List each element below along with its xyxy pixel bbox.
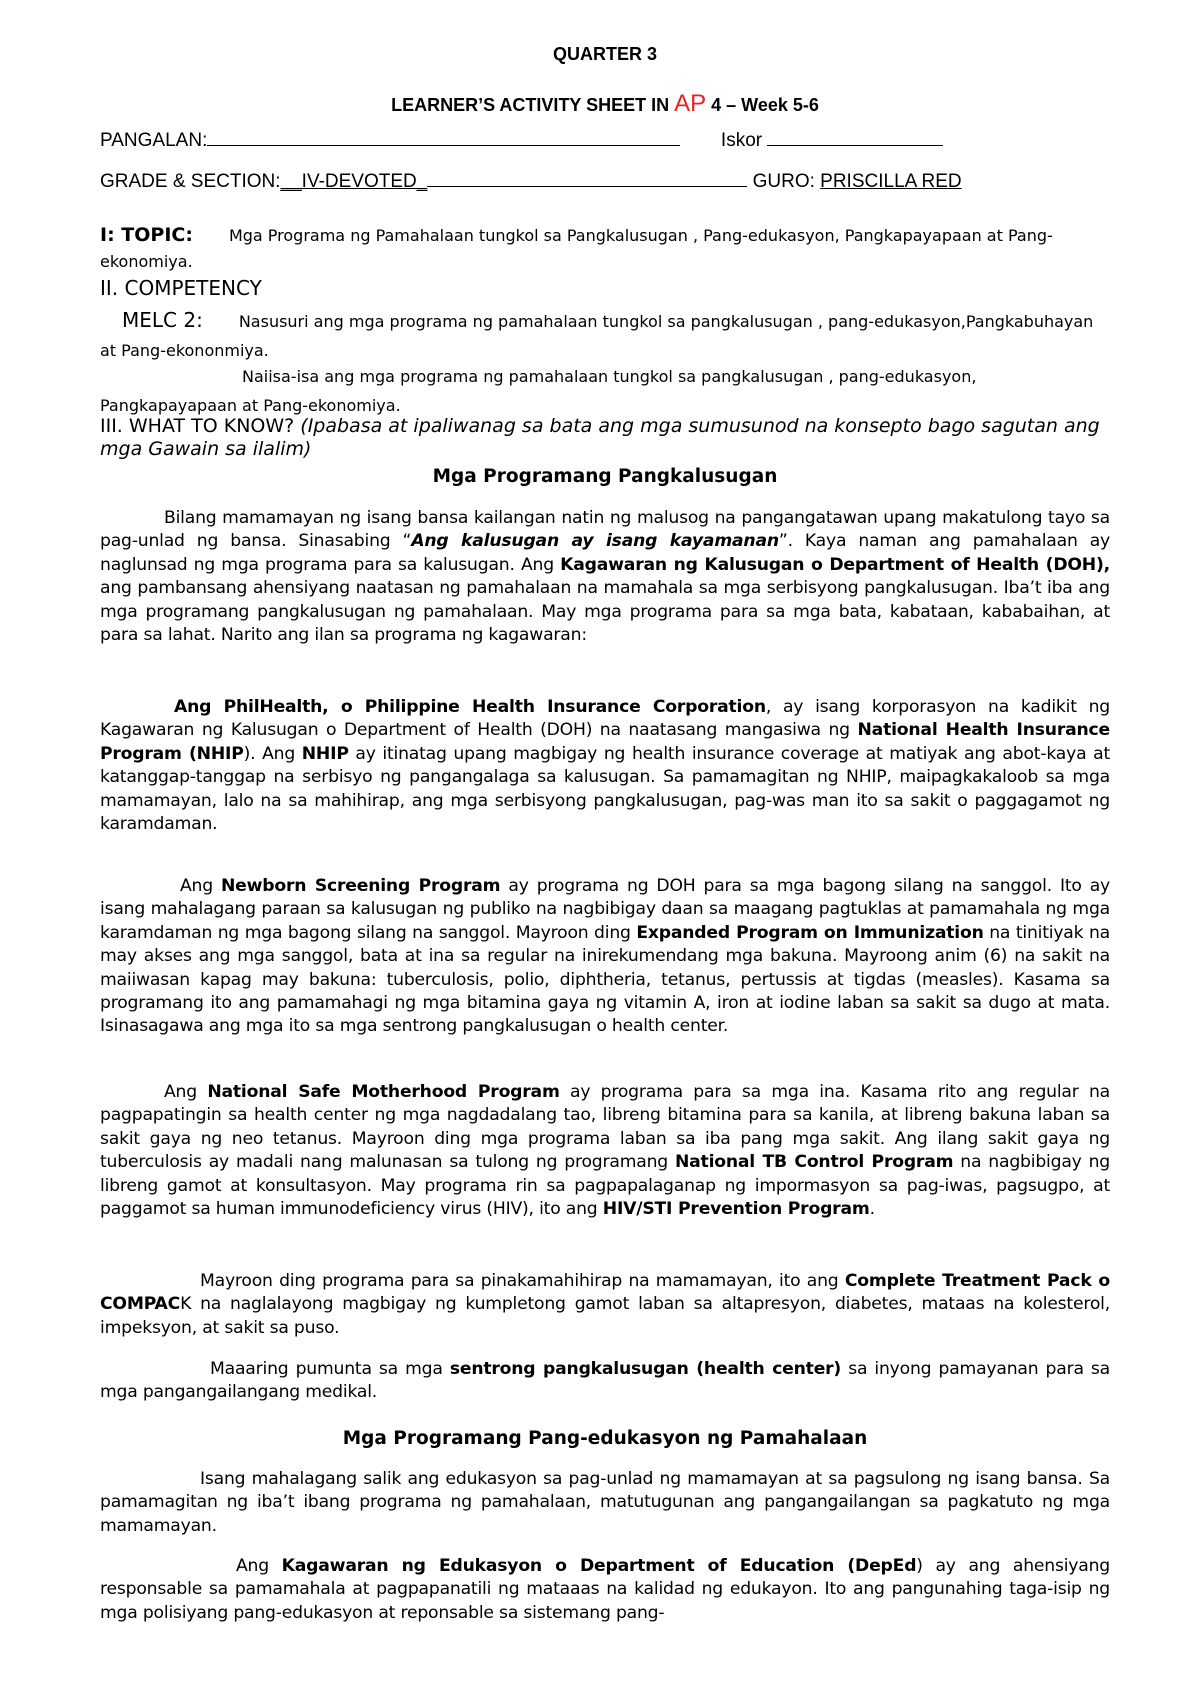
grade-line[interactable] [427, 168, 747, 187]
text-run: . [869, 1199, 875, 1220]
health-paragraph-6 [100, 1358, 1110, 1405]
grade-value: __IV-DEVOTED_ [280, 171, 428, 192]
text-run: Ang [236, 1556, 282, 1576]
title-suffix: 4 – Week 5-6 [706, 95, 819, 115]
name-line[interactable] [207, 127, 680, 146]
text-run: ang pambansang ahensiyang naatasan ng pamahalaan na mamahala sa mga serbisyong pangkalusugan. Iba’t iba ang mga programang pangkalusugan ng pamahalaan. May mga programa para sa mga bata, kabataan, kababaihan, at para sa lahat. Narito ang ilan sa programa ng kagawaran: [100, 578, 1110, 646]
text-run: Maaaring pumunta sa mga [210, 1359, 450, 1379]
title-subject: AP [674, 90, 707, 117]
text-run: ) ay ang ahensiyang responsable sa pamamahala at pagpapanatili ng mataaas na kalidad ng edukayon. Ito ang pangunahing taga-isip ng mga polisiyang pang-edukasyon at reponsable sa sistemang pang- [100, 1556, 1110, 1623]
text-run-bold: Ang PhilHealth, o Philippine Health Insurance Corporation [174, 697, 766, 717]
melc-label: MELC 2: [122, 308, 203, 332]
text-run: na nagbibigay ng libreng gamot at konsultasyon. May programa rin sa pagpapalaganap ng impormasyon sa pag-iwas, pagsugpo, at paggamot sa human immunodeficiency virus (HIV), ito ang [100, 1152, 1111, 1220]
what-to-know-section [100, 415, 1110, 461]
text-run: sa inyong pamayanan para sa mga pangangailangang medikal. [100, 1359, 1110, 1403]
melc-text-1: Nasusuri ang mga programa ng pamahalaan tungkol sa pangkalusugan , pang-edukasyon,Pangkabuhayan at Pang-ekononmiya. [100, 312, 1094, 360]
text-run-bold: sentrong pangkalusugan (health center) [449, 1359, 842, 1379]
text-run: ”. Kaya naman ang pamahalaan ay naglunsad ng mga programa para sa kalusugan. Ang [100, 531, 1110, 575]
text-run-bold: Kagawaran ng Edukasyon o Department of Education (DepEd [281, 1556, 917, 1576]
health-paragraph-2 [100, 696, 1110, 836]
text-run-bold: National TB Control Program [674, 1152, 954, 1173]
melc-text-2: Naiisa-isa ang mga programa ng pamahalaan tungkol sa pangkalusugan , pang-edukasyon, Pangkapayapaan at Pang-ekonomiya. [100, 367, 977, 415]
text-run-bold: Complete Treatment Pack o COMPAC [100, 1271, 1111, 1315]
topic-text: Mga Programa ng Pamahalaan tungkol sa Pangkalusugan , Pang-edukasyon, Pangkapayapaan at Pang-ekonomiya. [100, 226, 1053, 271]
melc-section-2 [100, 362, 1110, 420]
education-title: Mga Programang Pang-edukasyon ng Pamahalaan [342, 1428, 868, 1449]
health-paragraph-5 [100, 1270, 1110, 1340]
text-run-bold: HIV/STI Prevention Program [602, 1199, 870, 1220]
text-run-bold: Kagawaran ng Kalusugan o Department of Health (DOH), [560, 554, 1110, 575]
text-run: Mayroon ding programa para sa pinakamahihirap na mamamayan, ito ang [200, 1271, 845, 1291]
text-run: na tinitiyak na may akses ang mga sanggol, bata at ina sa regular na inirekumendang mga bakuna. Mayroong anim (6) na sakit na maiiwasan kapag may bakuna: tuberculosis, polio, diphtheria, tetanus, pertussis at tigdas (measles). Kasama sa programang ito ang pamamahagi ng mga bitamina gaya ng vitamin A, iron at iodine laban sa sakit sa dugo at mata. Isinasagawa ang mga ito sa mga sentrong pangkalusugan o health center. [100, 922, 1110, 1037]
education-paragraph-1: Isang mahalagang salik ang edukasyon sa pag-unlad ng mamamayan at sa pagsulong ng isang bansa. Sa pamamagitan ng iba’t ibang programa ng pamahalaan, matutugunan ang pangangailangan sa pagkatuto ng mga mamamayan. [100, 1469, 1110, 1536]
health-paragraph-1 [100, 507, 1110, 647]
text-run: ay itinatag upang magbigay ng health insurance coverage at matiyak ang abot-kaya at katanggap-tanggap na serbisyo ng pangangalaga sa kalusugan. Sa pamamagitan ng NHIP, maipagkakaloob sa mga mamamayan, lalo na sa mahihirap, ang mga serbisyong pangkalusugan, pag-was man ito sa sakit o paggagamot ng karamdaman. [100, 743, 1110, 835]
text-run-bold: Expanded Program on Immunization [636, 922, 984, 943]
name-row [100, 127, 943, 152]
quarter-heading: QUARTER 3 [552, 44, 657, 64]
score-label: Iskor [720, 130, 763, 151]
melc-section [100, 306, 1110, 365]
text-run: ). Ang [243, 743, 302, 764]
text-run: K na naglalayong magbigay ng kumpletong gamot laban sa altapresyon, diabetes, mataas na kolesterol, impeksyon, at sakit sa puso. [100, 1294, 1110, 1338]
title-prefix: LEARNER’S ACTIVITY SHEET IN [391, 95, 675, 115]
health-paragraph-3 [100, 875, 1110, 1039]
health-paragraph-4 [100, 1081, 1110, 1221]
name-label: PANGALAN: [100, 130, 208, 151]
text-run: Bilang mamamayan ng isang bansa kailangan natin ng malusog na pangangatawan upang makatulong tayo sa pag-unlad ng bansa. Sinasabing “ [100, 508, 1110, 552]
teacher-label: GURO: [752, 171, 815, 192]
grade-row [100, 168, 962, 193]
health-title: Mga Programang Pangkalusugan [432, 466, 778, 487]
text-run: , ay isang korporasyon na kadikit ng Kagawaran ng Kalusugan o Department of Health (DOH) na naatasang mangasiwa ng [100, 697, 1110, 741]
education-paragraph-2 [100, 1555, 1110, 1625]
text-run-bold-italic: Ang kalusugan ay isang kayamanan [411, 531, 779, 552]
text-run: Ang [164, 1082, 208, 1102]
text-run: ay programa para sa mga ina. Kasama rito ang regular na pagpapatingin sa health center ng mga nagdadalang tao, libreng bitamina para sa kanila, at libreng bakuna laban sa sakit gaya ng neo tetanus. Mayroon ding mga programa laban sa iba pang mga sakit. Ang ilang sakit gaya ng tuberculosis ay madali nang malunasan sa tulong ng programang [100, 1082, 1110, 1173]
text-run-bold: National Safe Motherhood Program [207, 1082, 560, 1102]
score-line[interactable] [767, 127, 943, 146]
text-run: Ang [180, 876, 221, 896]
text-run: ay programa ng DOH para sa mga bagong silang na sanggol. Ito ay isang mahalagang paraan sa kalusugan ng publiko na nagbibigay daan sa maagang pagtuklas at pamamahala ng mga karamdaman ng mga bagong silang na sanggol. Mayroon ding [100, 876, 1110, 943]
what-to-know-heading: III. WHAT TO KNOW? [100, 415, 295, 437]
text-run-bold: NHIP [301, 743, 349, 764]
teacher-value: PRISCILLA RED [820, 171, 962, 192]
competency-heading: II. COMPETENCY [100, 276, 262, 300]
what-to-know-instruction: (Ipabasa at ipaliwanag sa bata ang mga sumusunod na konsepto bago sagutan ang mga Gawain sa ilalim) [100, 415, 1100, 460]
grade-label: GRADE & SECTION: [100, 171, 281, 192]
text-run-bold: National Health Insurance Program (NHIP [100, 720, 1111, 764]
text-run-bold: Newborn Screening Program [220, 876, 501, 896]
topic-label: I: TOPIC: [100, 224, 193, 246]
sheet-title [100, 90, 1110, 118]
topic-section [100, 222, 1110, 275]
